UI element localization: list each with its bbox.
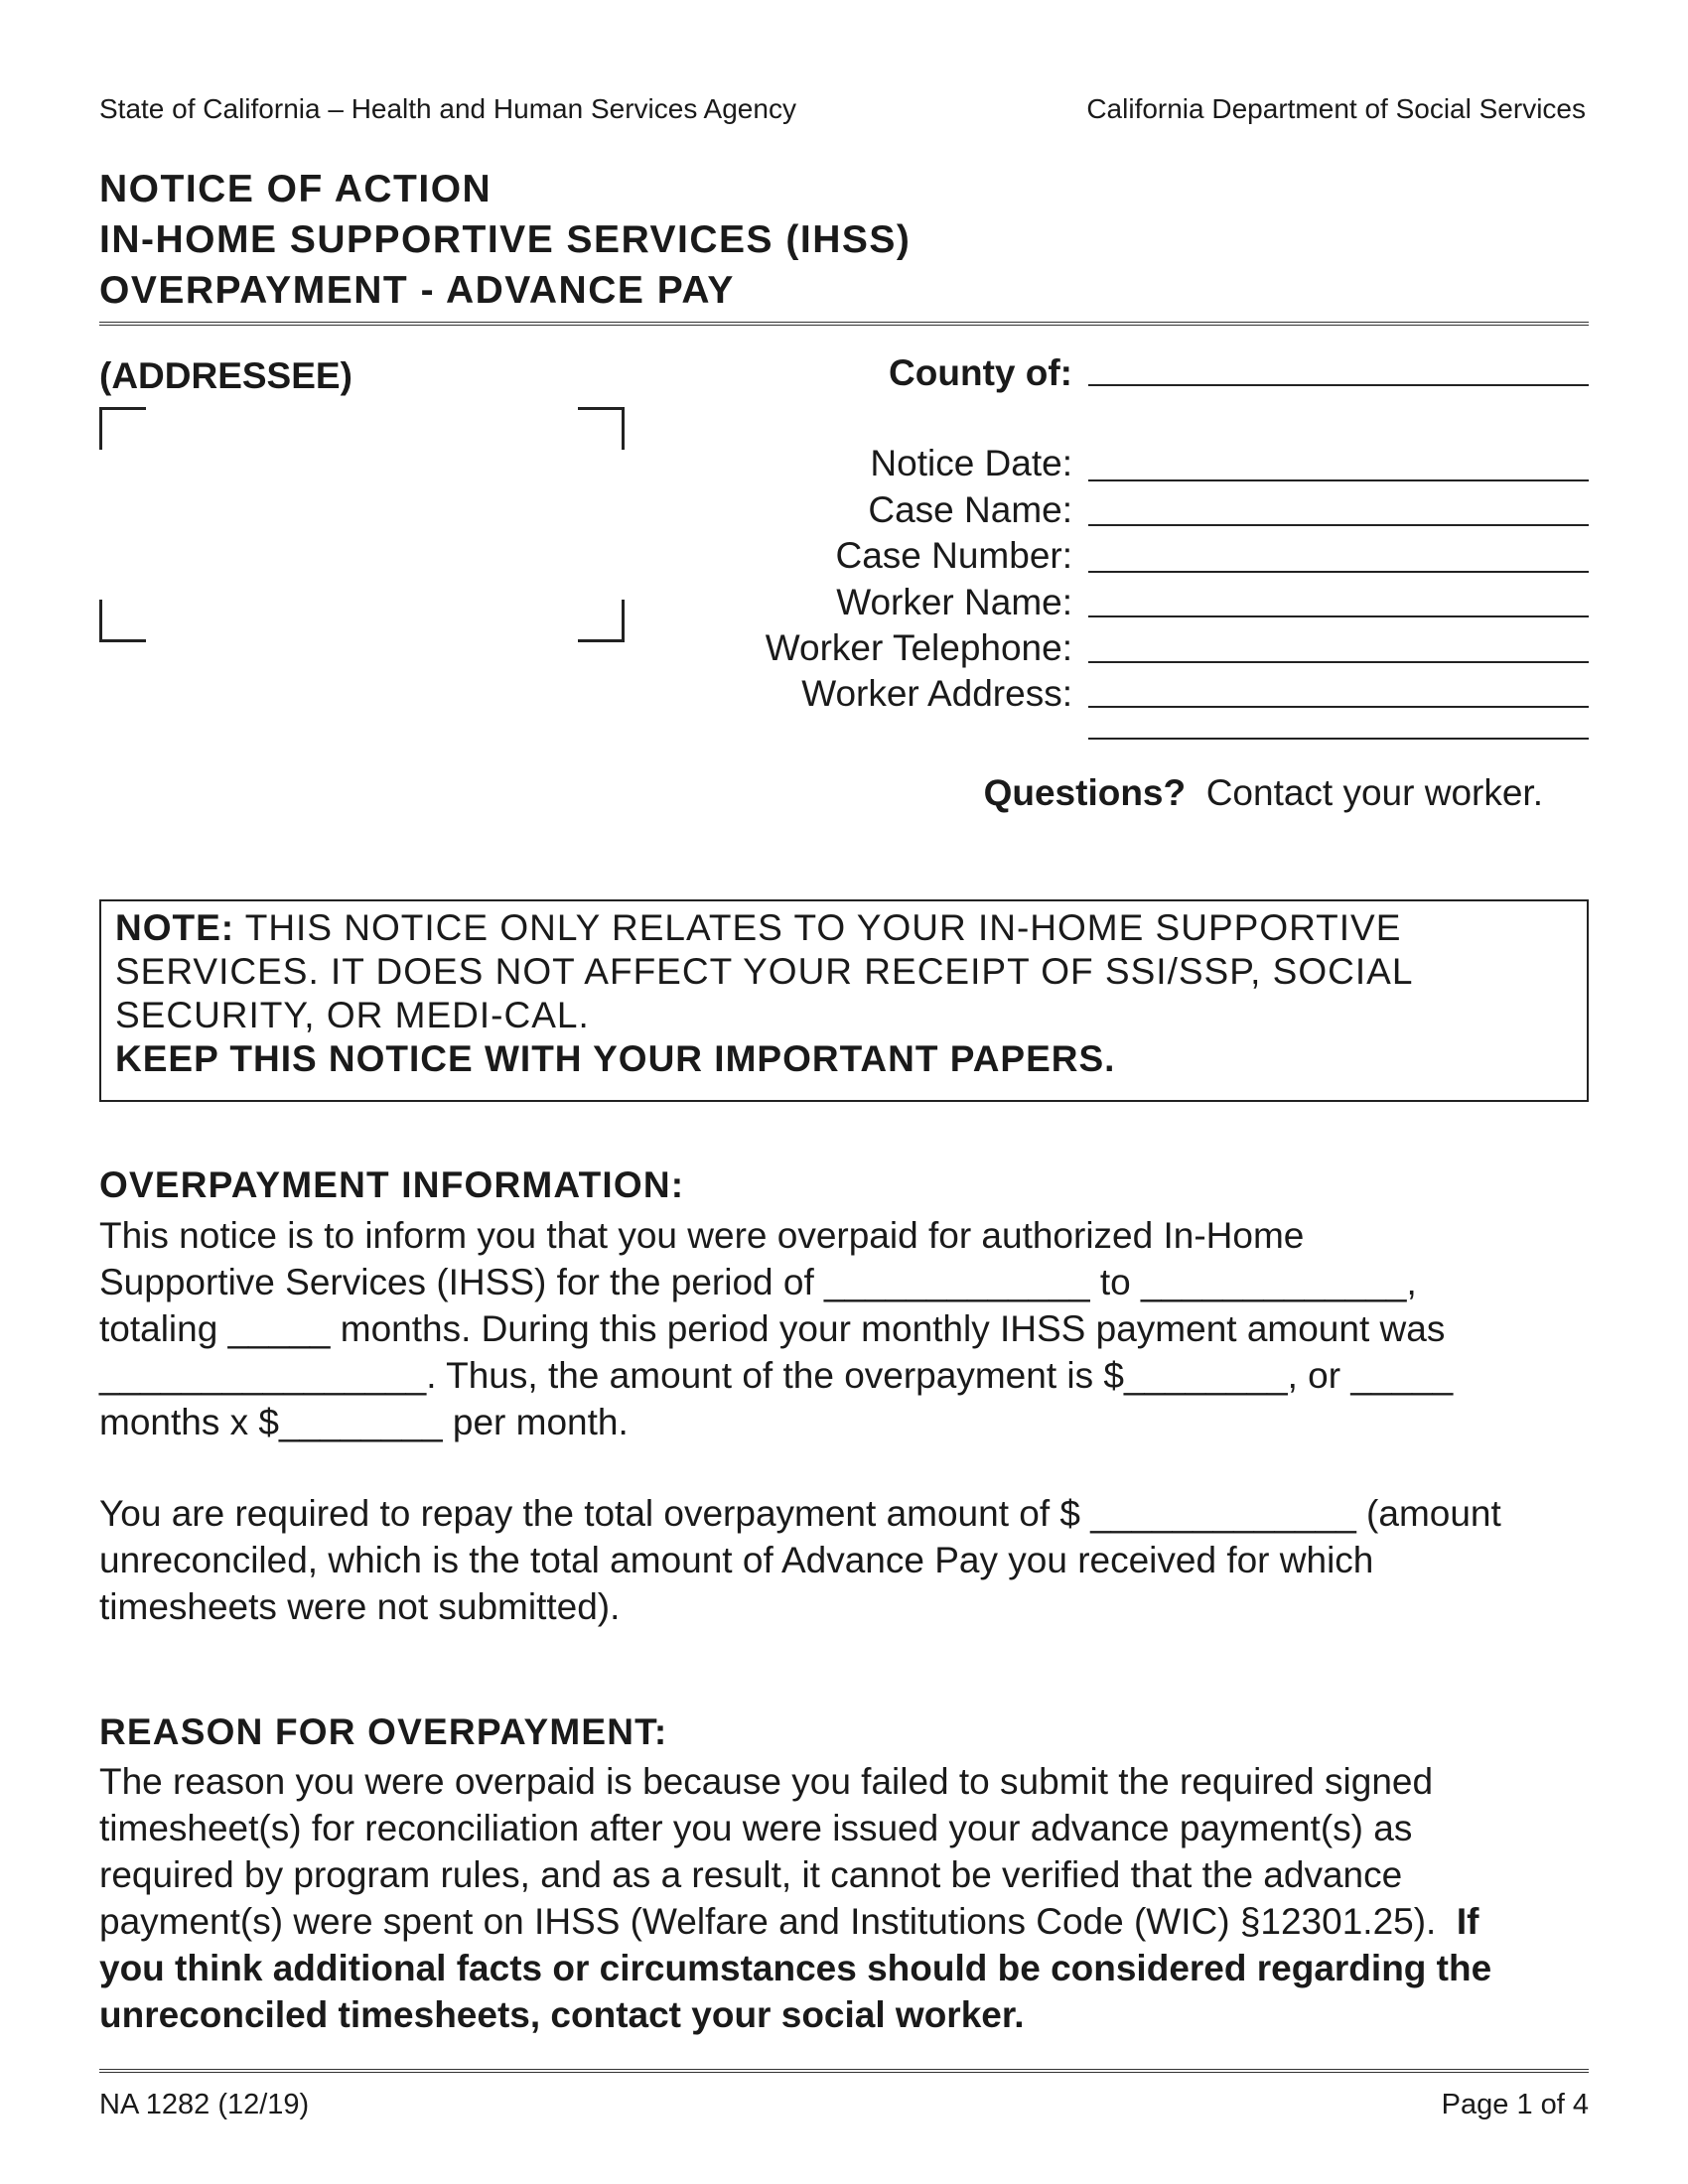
reason-line: required by program rules, and as a result, it cannot be verified that the advance bbox=[99, 1854, 1403, 1895]
worker-address-input-line-2[interactable] bbox=[1088, 738, 1589, 740]
note-label: NOTE: bbox=[115, 907, 235, 948]
note-line-1: THIS NOTICE ONLY RELATES TO YOUR IN-HOME SUPPORTIVE bbox=[244, 907, 1402, 948]
reason-line: The reason you were overpaid is because you failed to submit the required signed bbox=[99, 1761, 1434, 1802]
overpayment-info-line: months x $________ per month. bbox=[99, 1402, 629, 1442]
reason-line: timesheet(s) for reconciliation after you were issued your advance payment(s) as bbox=[99, 1808, 1413, 1848]
repay-line: timesheets were not submitted). bbox=[99, 1586, 621, 1627]
questions-label: Questions? bbox=[983, 772, 1187, 813]
questions-line bbox=[984, 772, 1543, 814]
case-name-input-line[interactable] bbox=[1088, 524, 1589, 526]
form-number: NA 1282 (12/19) bbox=[99, 2089, 310, 2120]
page-number: Page 1 of 4 bbox=[1441, 2089, 1589, 2120]
title-line-2: IN-HOME SUPPORTIVE SERVICES (IHSS) bbox=[99, 218, 912, 261]
overpayment-info-heading: OVERPAYMENT INFORMATION: bbox=[99, 1164, 685, 1205]
repay-line: You are required to repay the total overpayment amount of $ _____________ (amount bbox=[99, 1493, 1501, 1534]
case-name-label: Case Name: bbox=[868, 489, 1072, 530]
note-line-2: SERVICES. IT DOES NOT AFFECT YOUR RECEIPT OF SSI/SSP, SOCIAL bbox=[115, 951, 1414, 992]
footer-divider bbox=[99, 2069, 1589, 2073]
note-line-3: SECURITY, OR MEDI-CAL. bbox=[115, 995, 590, 1035]
address-window-corner-top-right bbox=[578, 407, 625, 450]
reason-bold-line: unreconciled timesheets, contact your social worker. bbox=[99, 1994, 1025, 2035]
header-divider bbox=[99, 322, 1589, 326]
worker-address-input-line-1[interactable] bbox=[1088, 706, 1589, 708]
overpayment-info-paragraph bbox=[99, 1212, 1599, 1445]
note-box bbox=[99, 899, 1589, 1102]
worker-telephone-label: Worker Telephone: bbox=[765, 627, 1072, 668]
worker-name-label: Worker Name: bbox=[836, 582, 1072, 622]
case-number-label: Case Number: bbox=[835, 535, 1072, 576]
overpayment-info-line: This notice is to inform you that you were overpaid for authorized In-Home bbox=[99, 1215, 1305, 1256]
reason-bold-line: you think additional facts or circumstances should be considered regarding the bbox=[99, 1948, 1492, 1988]
department-name: California Department of Social Services bbox=[1086, 93, 1586, 124]
title-line-3: OVERPAYMENT - ADVANCE PAY bbox=[99, 269, 735, 312]
notice-date-input-line[interactable] bbox=[1088, 479, 1589, 481]
county-label: County of: bbox=[889, 352, 1072, 393]
repay-line: unreconciled, which is the total amount of Advance Pay you received for which bbox=[99, 1540, 1374, 1580]
repay-paragraph bbox=[99, 1490, 1599, 1630]
agency-name: State of California – Health and Human Services Agency bbox=[99, 93, 796, 124]
note-keep-notice: KEEP THIS NOTICE WITH YOUR IMPORTANT PAPERS. bbox=[115, 1038, 1116, 1079]
notice-title bbox=[99, 164, 911, 316]
worker-telephone-input-line[interactable] bbox=[1088, 661, 1589, 663]
overpayment-info-line: totaling _____ months. During this period your monthly IHSS payment amount was bbox=[99, 1308, 1446, 1349]
questions-text: Contact your worker. bbox=[1205, 772, 1543, 813]
case-number-input-line[interactable] bbox=[1088, 571, 1589, 573]
reason-line: payment(s) were spent on IHSS (Welfare and Institutions Code (WIC) §12301.25). bbox=[99, 1901, 1437, 1942]
worker-name-input-line[interactable] bbox=[1088, 615, 1589, 617]
notice-date-label: Notice Date: bbox=[870, 443, 1072, 483]
address-window-corner-bottom-right bbox=[578, 600, 625, 642]
address-window-corner-bottom-left bbox=[99, 600, 146, 642]
worker-address-label: Worker Address: bbox=[801, 673, 1072, 714]
overpayment-info-line: ________________. Thus, the amount of the overpayment is $________, or _____ bbox=[99, 1355, 1454, 1396]
reason-heading: REASON FOR OVERPAYMENT: bbox=[99, 1711, 668, 1752]
title-line-1: NOTICE OF ACTION bbox=[99, 168, 492, 210]
reason-paragraph bbox=[99, 1758, 1599, 2038]
overpayment-info-line: Supportive Services (IHSS) for the period of _____________ to _____________, bbox=[99, 1262, 1417, 1302]
addressee-label: (ADDRESSEE) bbox=[99, 355, 352, 396]
address-window-corner-top-left bbox=[99, 407, 146, 450]
county-input-line[interactable] bbox=[1088, 384, 1589, 386]
reason-bold-lead: If bbox=[1456, 1901, 1479, 1942]
